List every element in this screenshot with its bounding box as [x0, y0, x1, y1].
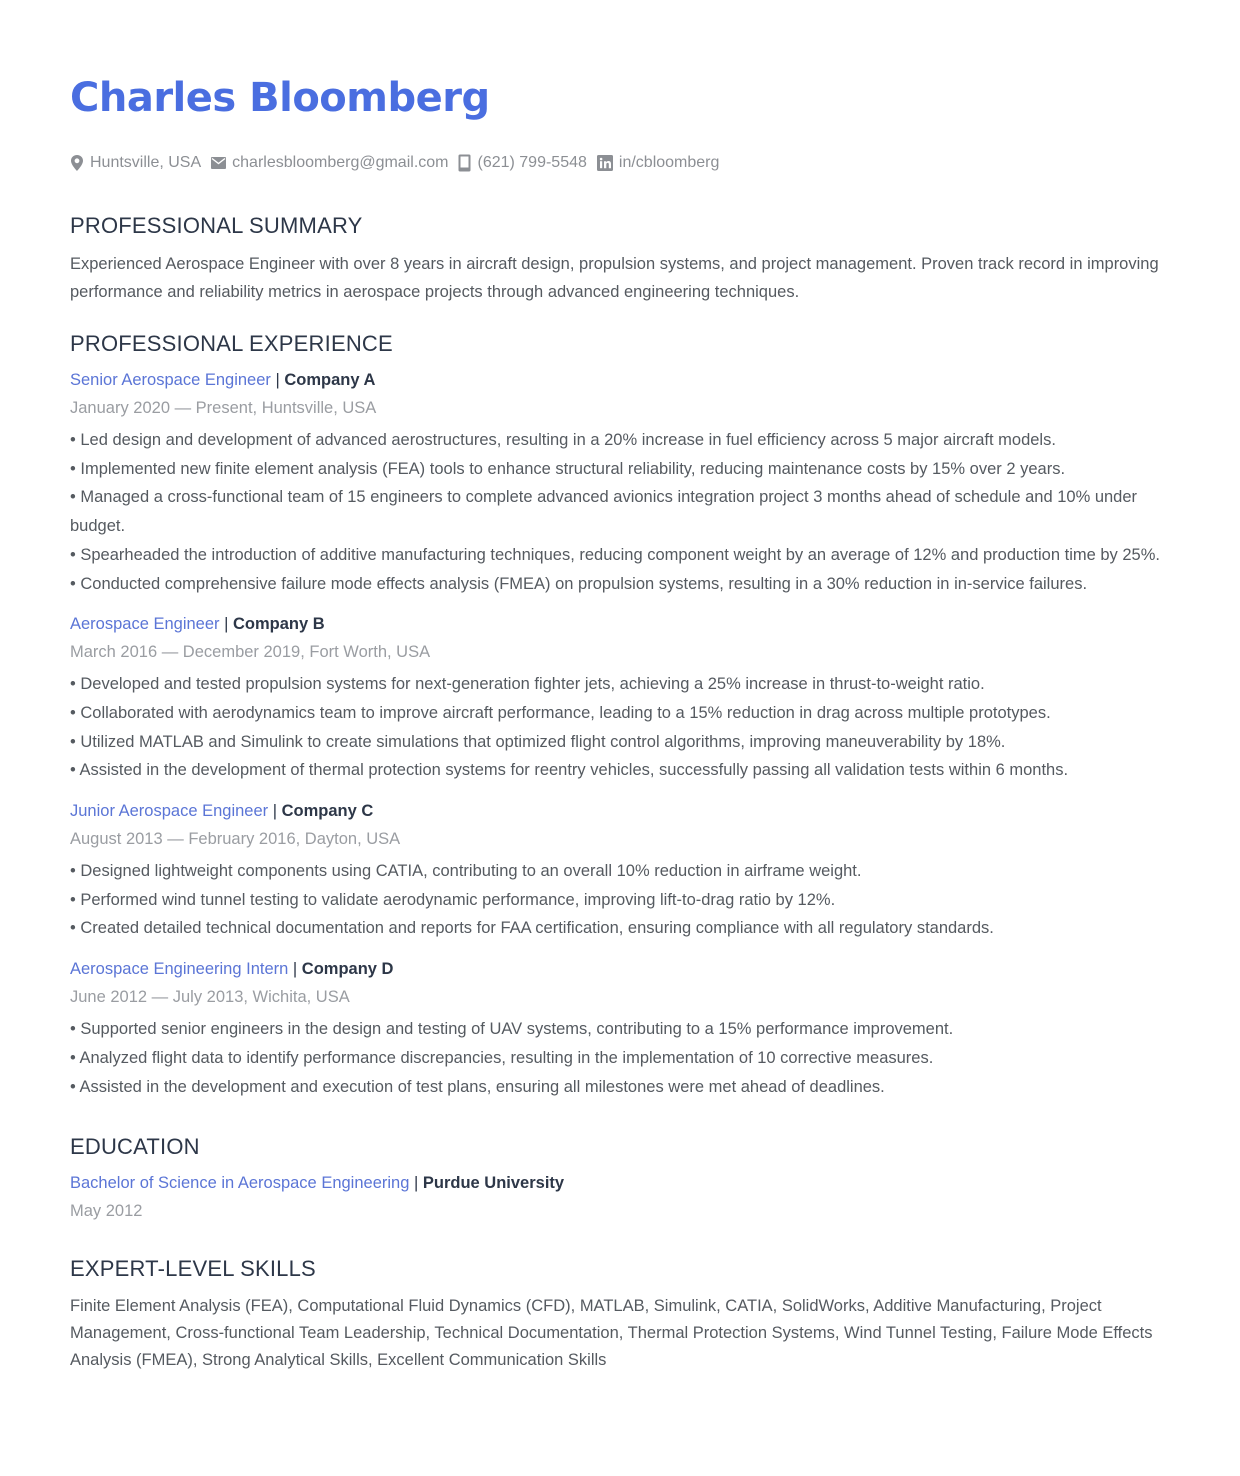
job-entry	[70, 612, 1170, 785]
job-title: Senior Aerospace Engineer	[70, 371, 271, 389]
phone-icon	[458, 154, 471, 172]
separator: |	[275, 371, 280, 389]
contact-location	[70, 152, 201, 174]
section-title-education: EDUCATION	[70, 1134, 200, 1160]
education-section	[70, 1133, 1170, 1223]
company-name: Company C	[281, 802, 374, 821]
job-dates-location: June 2012 — July 2013, Wichita, USA	[70, 988, 350, 1007]
job-bullet: • Spearheaded the introduction of additive manufacturing techniques, reducing component weight by an average of 12% and production time by 25%.	[70, 545, 1160, 564]
section-title-summary: PROFESSIONAL SUMMARY	[70, 213, 363, 238]
skills-section	[70, 1255, 1170, 1374]
school-name: Purdue University	[422, 1174, 565, 1193]
summary-section	[70, 212, 1170, 306]
job-bullet: • Managed a cross-functional team of 15 engineers to complete advanced avionics integration project 3 months ahead of schedule and 10% under budget.	[70, 488, 1138, 536]
job-header	[70, 957, 1170, 981]
section-title-experience: PROFESSIONAL EXPERIENCE	[70, 331, 393, 356]
location-text: Huntsville, USA	[90, 154, 202, 171]
contact-linkedin[interactable]	[597, 152, 720, 174]
email-text: charlesbloomberg@gmail.com	[232, 154, 449, 171]
separator: |	[413, 1174, 419, 1193]
separator: |	[292, 960, 298, 979]
job-bullet: • Led design and development of advanced aerostructures, resulting in a 20% increase in fuel efficiency across 5 major aircraft models.	[70, 431, 1056, 449]
job-bullet: • Created detailed technical documentation and reports for FAA certification, ensuring compliance with all regulatory standards.	[70, 919, 994, 938]
email-icon	[211, 157, 226, 169]
section-title-skills: EXPERT-LEVEL SKILLS	[70, 1256, 316, 1282]
job-bullet: • Designed lightweight components using CATIA, contributing to an overall 10% reduction in airframe weight.	[70, 862, 862, 881]
job-entry	[70, 799, 1170, 943]
separator: |	[224, 615, 229, 634]
job-dates-location: March 2016 — December 2019, Fort Worth, USA	[70, 643, 431, 662]
job-bullet: • Analyzed flight data to identify performance discrepancies, resulting in the implementation of 10 corrective measures.	[70, 1048, 934, 1067]
degree: Bachelor of Science in Aerospace Engineering	[70, 1174, 410, 1193]
job-title: Aerospace Engineering Intern	[70, 960, 289, 979]
company-name: Company B	[233, 615, 325, 634]
job-bullet: • Assisted in the development of thermal protection systems for reentry vehicles, successfully passing all validation tests within 6 months.	[70, 761, 1069, 780]
linkedin-text: in/cbloomberg	[618, 154, 720, 171]
job-bullet: • Performed wind tunnel testing to validate aerodynamic performance, improving lift-to-drag ratio by 12%.	[70, 890, 836, 909]
phone-text: (621) 799-5548	[477, 154, 587, 171]
job-bullet: • Conducted comprehensive failure mode effects analysis (FMEA) on propulsion systems, resulting in a 30% reduction in in-service failures.	[70, 574, 1088, 593]
job-bullet: • Developed and tested propulsion systems for next-generation fighter jets, achieving a 25% increase in thrust-to-weight ratio.	[70, 675, 985, 694]
job-bullet: • Utilized MATLAB and Simulink to create simulations that optimized flight control algorithms, improving maneuverability by 18%.	[70, 732, 1006, 751]
summary-text: Experienced Aerospace Engineer with over 8 years in aircraft design, propulsion systems, and project management. Proven track record in improving performance and reliability metrics in aerospace projects through advanced engineering techniques.	[70, 255, 1159, 301]
job-bullet: • Implemented new finite element analysis (FEA) tools to enhance structural reliability, reducing maintenance costs by 15% over 2 years.	[70, 459, 1066, 478]
job-bullet: • Assisted in the development and execution of test plans, ensuring all milestones were met ahead of deadlines.	[70, 1077, 885, 1096]
job-dates-location: January 2020 — Present, Huntsville, USA	[70, 399, 377, 417]
skills-text: Finite Element Analysis (FEA), Computational Fluid Dynamics (CFD), MATLAB, Simulink, CATIA, SolidWorks, Additive Manufacturing, Project Management, Cross-functional Team Leadership, Technical Documentation, Thermal Protection Systems, Wind Tunnel Testing, Failure Mode Effects Analysis (FMEA), Strong Analytical Skills, Excellent Communication Skills	[70, 1297, 1153, 1370]
linkedin-icon	[597, 155, 613, 171]
location-pin-icon	[70, 155, 84, 171]
separator: |	[272, 802, 278, 821]
experience-section	[70, 330, 1170, 1101]
company-name: Company A	[284, 371, 376, 389]
job-title: Aerospace Engineer	[70, 615, 220, 634]
job-bullet: • Collaborated with aerodynamics team to improve aircraft performance, leading to a 15% reduction in drag across multiple prototypes.	[70, 703, 1051, 722]
contact-phone[interactable]	[458, 152, 586, 174]
graduation-date: May 2012	[70, 1202, 143, 1221]
contact-bar	[70, 152, 1170, 174]
job-entry	[70, 957, 1170, 1101]
job-bullet: • Supported senior engineers in the design and testing of UAV systems, contributing to a 15% performance improvement.	[70, 1020, 954, 1039]
contact-email[interactable]	[211, 152, 448, 174]
job-title: Junior Aerospace Engineer	[70, 802, 269, 821]
job-dates-location: August 2013 — February 2016, Dayton, USA	[70, 830, 401, 849]
job-header	[70, 612, 1170, 636]
job-entry	[70, 368, 1170, 598]
education-header	[70, 1171, 1170, 1195]
job-header	[70, 799, 1170, 823]
company-name: Company D	[301, 960, 394, 979]
candidate-name: Charles Bloomberg	[70, 75, 490, 121]
job-header	[70, 368, 1170, 392]
